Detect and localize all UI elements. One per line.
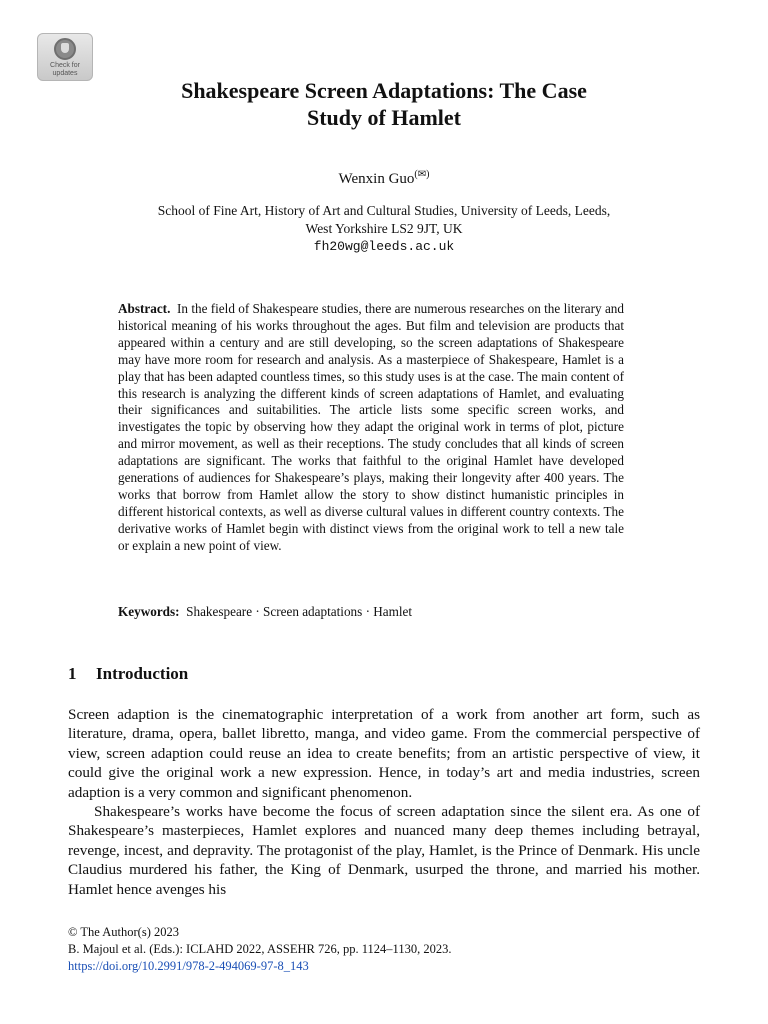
section-heading bbox=[68, 664, 188, 684]
section-title: Introduction bbox=[96, 664, 189, 683]
paragraph: Screen adaption is the cinematographic interpretation of a work from another art form, such as literature, drama, opera, ballet libretto, manga, and video game. From the commercial perspective of view, screen adaption could reuse an idea to create benefits; from an artistic perspective of view, it could give the original work a new expression. Hence, in today’s art and media industries, screen adaption is a very common and significant phenomenon. bbox=[68, 706, 700, 801]
affiliation-line2: West Yorkshire LS2 9JT, UK bbox=[305, 221, 463, 236]
paragraph: Shakespeare’s works have become the focus of screen adaptation since the silent era. As one of Shakespeare’s masterpieces, Hamlet explores and nuanced many deep themes including betrayal, revenge, incest, and depravity. The protagonist of the play, Hamlet, is the Prince of Denmark. His uncle Claudius murdered his father, the King of Denmark, usurped the throne, and married his mother. Hamlet hence avenges his bbox=[68, 803, 700, 898]
envelope-icon: (✉) bbox=[414, 169, 430, 180]
keywords-label: Keywords: bbox=[118, 604, 180, 619]
abstract-text: In the field of Shakespeare studies, there are numerous researches on the literary and historical meaning of his works throughout the ages. But film and television are products that appeared within a century and are still developing, so the screen adaptations of Shakespeare may have more room for research and analysis. As a masterpiece of Shakespeare, Hamlet is a play that has been adapted countless times, so this study uses is at the case. The main content of this research is analyzing the different kinds of screen adaptations of Hamlet, and evaluating their significances and suitabilities. The article lists some specific screen works, and investigates the topic by observing how they adapt the original work in terms of plot, picture and mirror movement, as well as their receptions. The study concludes that all kinds of screen adaptations are significant. The works that faithful to the original Hamlet have developed generations of audiences for Shakespeare’s plays, making their longevity after 400 years. The works that borrow from Hamlet allow the story to show distinct humanistic principles in different historical contexts, as well as diverse cultural values in different country contexts. The derivative works of Hamlet begin with distinct views from the original work to tell a new tale or explain a new point of view. bbox=[118, 301, 624, 553]
author-email: fh20wg@leeds.ac.uk bbox=[313, 239, 455, 254]
keywords-text: Shakespeare · Screen adaptations · Hamlet bbox=[186, 604, 413, 619]
title-line1: Shakespeare Screen Adaptations: The Case bbox=[181, 78, 587, 103]
badge-label bbox=[50, 62, 80, 78]
badge-text-line2: updates bbox=[52, 70, 78, 77]
body-text bbox=[68, 705, 700, 899]
section-number: 1 bbox=[68, 664, 77, 683]
abstract bbox=[118, 301, 624, 555]
footer bbox=[68, 924, 451, 975]
affiliation bbox=[60, 202, 708, 256]
copyright: © The Author(s) 2023 bbox=[68, 925, 179, 939]
abstract-label: Abstract. bbox=[118, 301, 171, 316]
bookmark-icon bbox=[54, 38, 76, 60]
paper-title bbox=[0, 77, 768, 131]
author-name: Wenxin Guo bbox=[338, 171, 415, 187]
affiliation-line1: School of Fine Art, History of Art and Cultural Studies, University of Leeds, Leeds, bbox=[157, 203, 611, 218]
check-for-updates-badge[interactable] bbox=[37, 33, 93, 81]
keywords bbox=[118, 603, 624, 620]
author bbox=[0, 169, 768, 188]
doi-link[interactable]: https://doi.org/10.2991/978-2-494069-97-8_143 bbox=[68, 959, 309, 973]
title-line2: Study of Hamlet bbox=[307, 105, 461, 130]
citation: B. Majoul et al. (Eds.): ICLAHD 2022, ASSEHR 726, pp. 1124–1130, 2023. bbox=[68, 942, 452, 956]
badge-text-line1: Check for bbox=[50, 62, 80, 69]
